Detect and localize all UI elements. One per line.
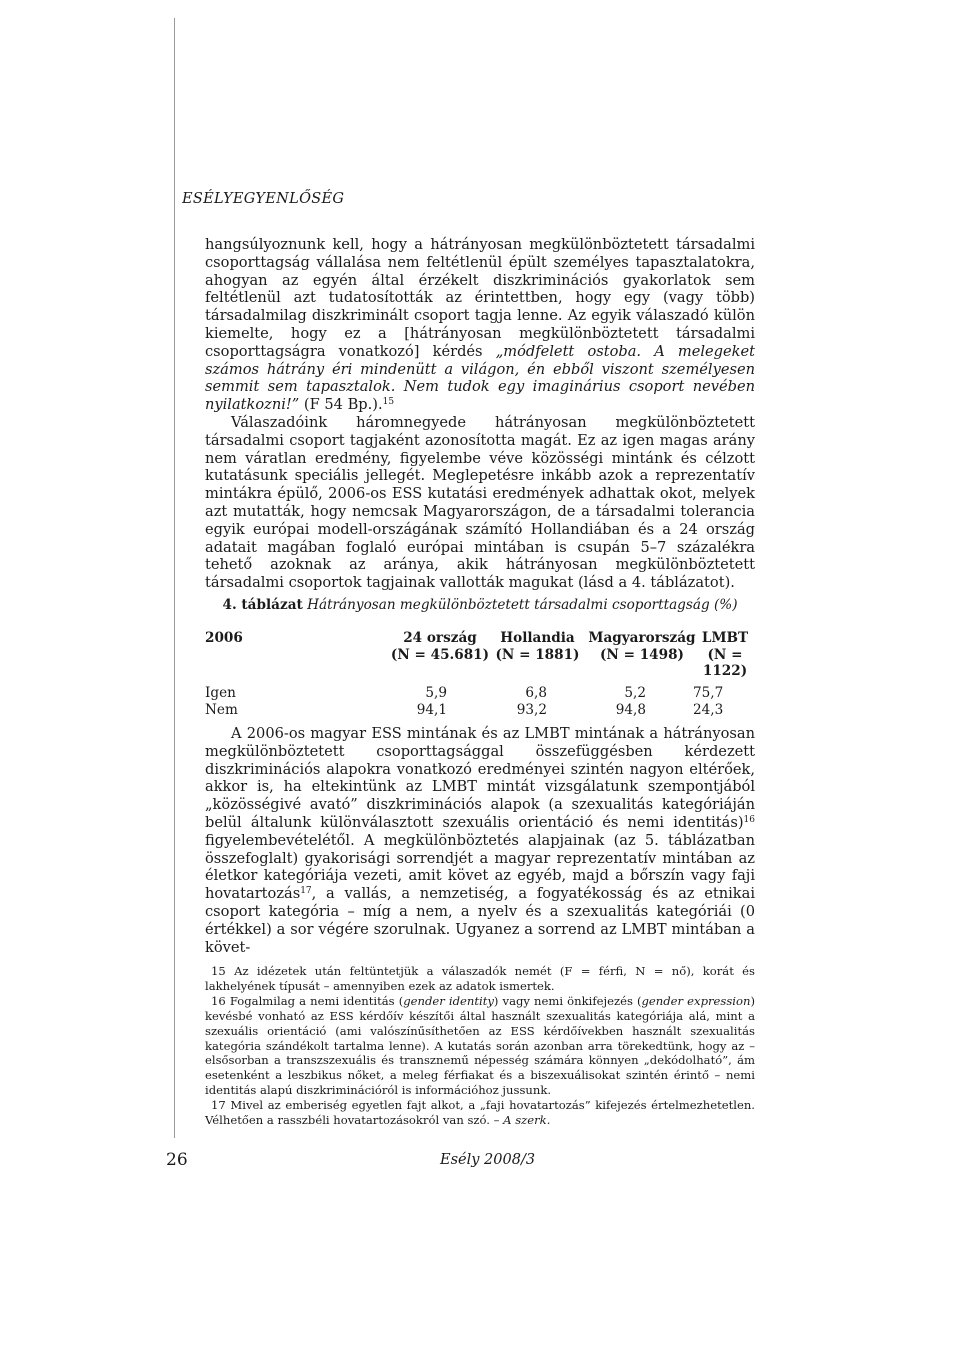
col-header-lmbt: LMBT — [701, 630, 749, 646]
interview-quote: „módfelett ostoba. A melegeket számos hátrány éri mindenütt a világon, én ebből viszont személyesen semmit sem tapasztalok. Nem tudok egy imaginárius csoport nevében nyilatkozni!” — [205, 342, 755, 414]
footnote-text: ) vagy nemi önkifejezés ( — [493, 993, 642, 1008]
table-year: 2006 — [205, 630, 243, 646]
footnotes — [205, 964, 755, 1128]
col-header-24-orszag: 24 ország — [403, 630, 477, 646]
footnote-term: gender expression — [641, 993, 751, 1008]
footnote-17 — [205, 1098, 755, 1128]
paragraph-3-text-b: figyelembevételétől. A megkülönböztetés alapjainak (az 5. táblázatban összefoglalt) gyakorisági sorrendjét a magyar reprezentatív mintában az életkor kategóriája vezeti, amit követ az egyéb, majd a bőrszín vagy faji hovatartozás — [205, 831, 755, 903]
margin-rule — [174, 18, 175, 1138]
footnote-text: Fogalmilag a nemi identitás ( — [229, 993, 404, 1008]
table-header-row — [205, 630, 755, 647]
paragraph-3-text-c: , a vallás, a nemzetiség, a fogyatékosság és az etnikai csoport kategória – míg a nem, a nyelv és a szexualitás kategóriái (0 értékkel) a sor végére szorulnak. Ugyanez a sorrend az LMBT mintában a követ- — [205, 885, 755, 956]
footnote-ref-17[interactable]: 17 — [300, 886, 312, 897]
table-cell: 5,2 — [624, 685, 646, 701]
footnote-text: Mivel az emberiség egyetlen fajt alkot, a „faji hovatartozás” kifejezés értelmezhetetlen. Vélhetően a rasszbéli hovatartozásokról van szó. – — [205, 1098, 755, 1128]
table-cell: 94,1 — [416, 701, 447, 718]
paragraph-1 — [205, 236, 755, 592]
col-n-24-orszag: (N = 45.681) — [390, 646, 490, 663]
data-table — [205, 630, 755, 718]
table-n-row — [205, 646, 755, 679]
running-head: ESÉLYEGYENLŐSÉG — [182, 191, 345, 207]
table-caption: Hátrányosan megkülönböztetett társadalmi csoporttagság (%) — [307, 597, 738, 613]
col-n-hollandia: (N = 1881) — [495, 646, 580, 663]
quote-source: (F 54 Bp.). — [299, 396, 383, 414]
table-cell: 75,7 — [693, 685, 724, 701]
footnote-text: Az idézetek után feltüntetjük a válaszadók nemét (F = férfi, N = nő), korát és lakhelyének típusát – amennyiben ezek az adatok ismertek. — [205, 964, 755, 993]
row-label-igen: Igen — [205, 685, 236, 701]
footnote-author: A szerk. — [503, 1113, 551, 1128]
table-cell: 93,2 — [516, 701, 547, 718]
paragraph-3 — [205, 725, 755, 956]
footnote-15 — [205, 964, 755, 994]
table-cell: 5,9 — [425, 685, 447, 701]
table-row — [205, 702, 755, 719]
col-n-lmbt: (N = 1122) — [702, 646, 748, 679]
table-cell: 24,3 — [693, 701, 724, 718]
footnote-16 — [205, 994, 755, 1098]
paragraph-2: Válaszadóink háromnegyede hátrányosan megkülönböztetett társadalmi csoport tagjaként azonosította magát. Ez az igen magas arány nem váratlan eredmény, figyelembe véve közösségi mintánk és célzott kutatásunk speciális jellegét. Meglepetésre inkább azok a reprezentatív mintákra épülő, 2006-os ESS kutatási eredmények adhattak okot, melyek azt mutatták, hogy nemcsak Magyarországon, de a társadalmi tolerancia egyik európai modell-országának számító Hollandiában és a 24 ország adatait magában foglaló európai mintában is csupán 5–7 százalékra tehető azoknak az aránya, akik hátrányosan megkülönböztetett társadalmi csoportok tagjainak vallották magukat (lásd a 4. táblázatot). — [205, 413, 755, 592]
footnote-ref-16[interactable]: 16 — [743, 814, 755, 825]
footnote-number: 15 — [211, 964, 226, 978]
footnote-term: gender identity — [403, 993, 494, 1008]
col-header-hollandia: Hollandia — [500, 630, 575, 646]
page-number: 26 — [166, 1150, 188, 1170]
row-label-nem: Nem — [205, 701, 238, 718]
footnote-number: 17 — [211, 1098, 226, 1113]
footnote-text: ) kevésbé vonható az ESS kérdőív készítői által használt szexualitás kategóriája alá, mint a szexuális orientáció (ami valószínűsíthetően az ESS kérdőívekben használt szexualitás kategória szándékolt tartalma lenne). A kutatás során azonban arra törekedtünk, hogy az – elsősorban a transzszexuális és transznemű népesség számára könnyen „dekódolható”, ám esetenként a leszbikus nőket, a meleg férfiakat és a biszexuálisokat szintén érintő – nemi identitás alapú diszkriminációról is információhoz jussunk. — [205, 993, 755, 1098]
footnote-number: 16 — [211, 993, 226, 1008]
paragraph-3-text-a: A 2006-os magyar ESS mintának és az LMBT mintának a hátrányosan megkülönböztetett csoporttagsággal összefüggésben kérdezett diszkriminációs alapokra vonatkozó eredményei szintén nagyon eltérőek, akkor is, ha eltekintünk az LMBT mintát vizsgálatunk szempontjából „közösségivé avató” diszkriminációs alapok (a szexualitás kategóriáján belül általunk különválasztott szexuális orientáció és nemi identitás) — [205, 725, 755, 831]
table-row — [205, 685, 755, 702]
journal-footer: Esély 2008/3 — [440, 1152, 536, 1168]
col-n-magyarorszag: (N = 1498) — [600, 646, 684, 663]
table-label: 4. táblázat — [222, 597, 303, 613]
footnote-ref-15[interactable]: 15 — [382, 397, 395, 408]
col-header-magyarorszag: Magyarország — [588, 630, 696, 646]
table-cell: 94,8 — [615, 701, 646, 718]
paragraph-1-text: hangsúlyoznunk kell, hogy a hátrányosan megkülönböztetett társadalmi csoporttagság vállalása nem feltétlenül épült személyes tapasztalatokra, ahogyan az egyén által érzékelt diszkriminációs gyakorlatok sem feltétlenül azt tudatosították az érintettben, hogy egy (vagy több) társadalmilag diszkriminált csoport tagja lenne. Az egyik válaszadó külön kiemelte, hogy ez a [hátrányosan megkülönböztetett társadalmi csoporttagságra vonatkozó] kérdés — [205, 236, 755, 360]
table-title — [205, 597, 755, 613]
table-cell: 6,8 — [525, 685, 547, 701]
